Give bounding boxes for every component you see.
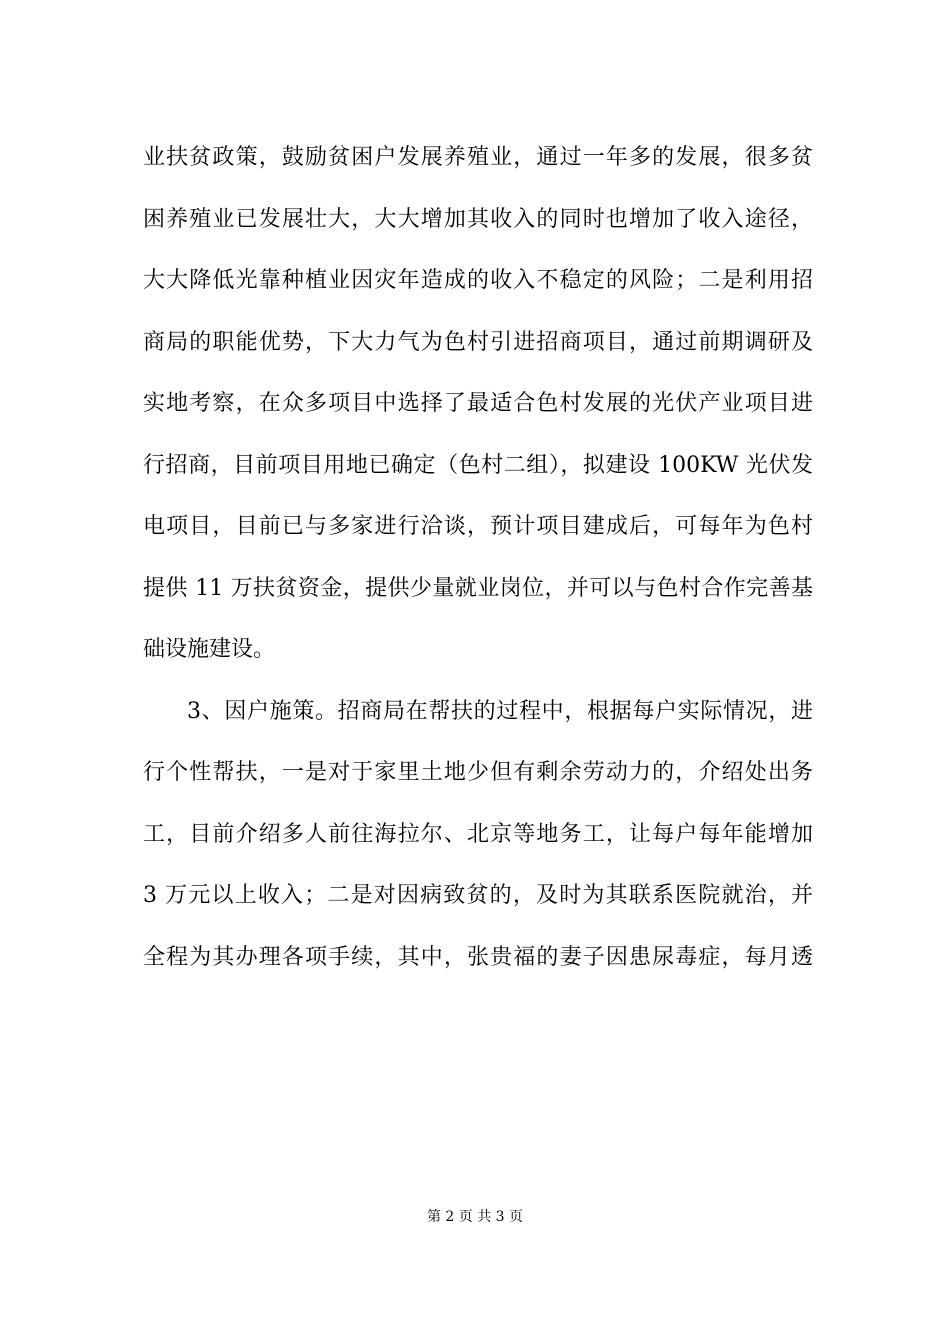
text-line: 业扶贫政策，鼓励贫困户发展养殖业，通过一年多的发展，很多贫 — [143, 145, 813, 170]
text-line: 电项目，目前已与多家进行洽谈，预计项目建成后，可每年为色村 — [143, 514, 813, 539]
text-line: 全程为其办理各项手续，其中，张贵福的妻子因患尿毒症，每月透 — [143, 944, 813, 970]
body-text — [143, 134, 813, 995]
text-line: 商局的职能优势，下大力气为色村引进招商项目，通过前期调研及 — [143, 329, 813, 355]
text-line: 3 万元以上收入；二是对因病致贫的，及时为其联系医院就治，并 — [143, 883, 813, 908]
text-line: 工，目前介绍多人前往海拉尔、北京等地务工，让每户每年能增加 — [143, 821, 813, 847]
text-line: 实地考察，在众多项目中选择了最适合色村发展的光伏产业项目进 — [143, 391, 813, 416]
page-number: 第 2 页 共 3 页 — [426, 1209, 524, 1225]
text-line: 行个性帮扶，一是对于家里土地少但有剩余劳动力的，介绍处出务 — [143, 760, 813, 785]
text-line: 提供 11 万扶贫资金，提供少量就业岗位，并可以与色村合作完善基 — [143, 575, 813, 601]
text-line: 础设施建设。 — [143, 637, 276, 662]
text-line: 3、因户施策。招商局在帮扶的过程中，根据每户实际情况，进 — [187, 698, 813, 724]
text-line: 行招商，目前项目用地已确定（色村二组），拟建设 100KW 光伏发 — [143, 452, 813, 478]
text-line: 困养殖业已发展壮大，大大增加其收入的同时也增加了收入途径， — [143, 206, 813, 232]
page-footer — [0, 1207, 950, 1227]
text-line: 大大降低光靠种植业因灾年造成的收入不稳定的风险；二是利用招 — [143, 268, 813, 293]
